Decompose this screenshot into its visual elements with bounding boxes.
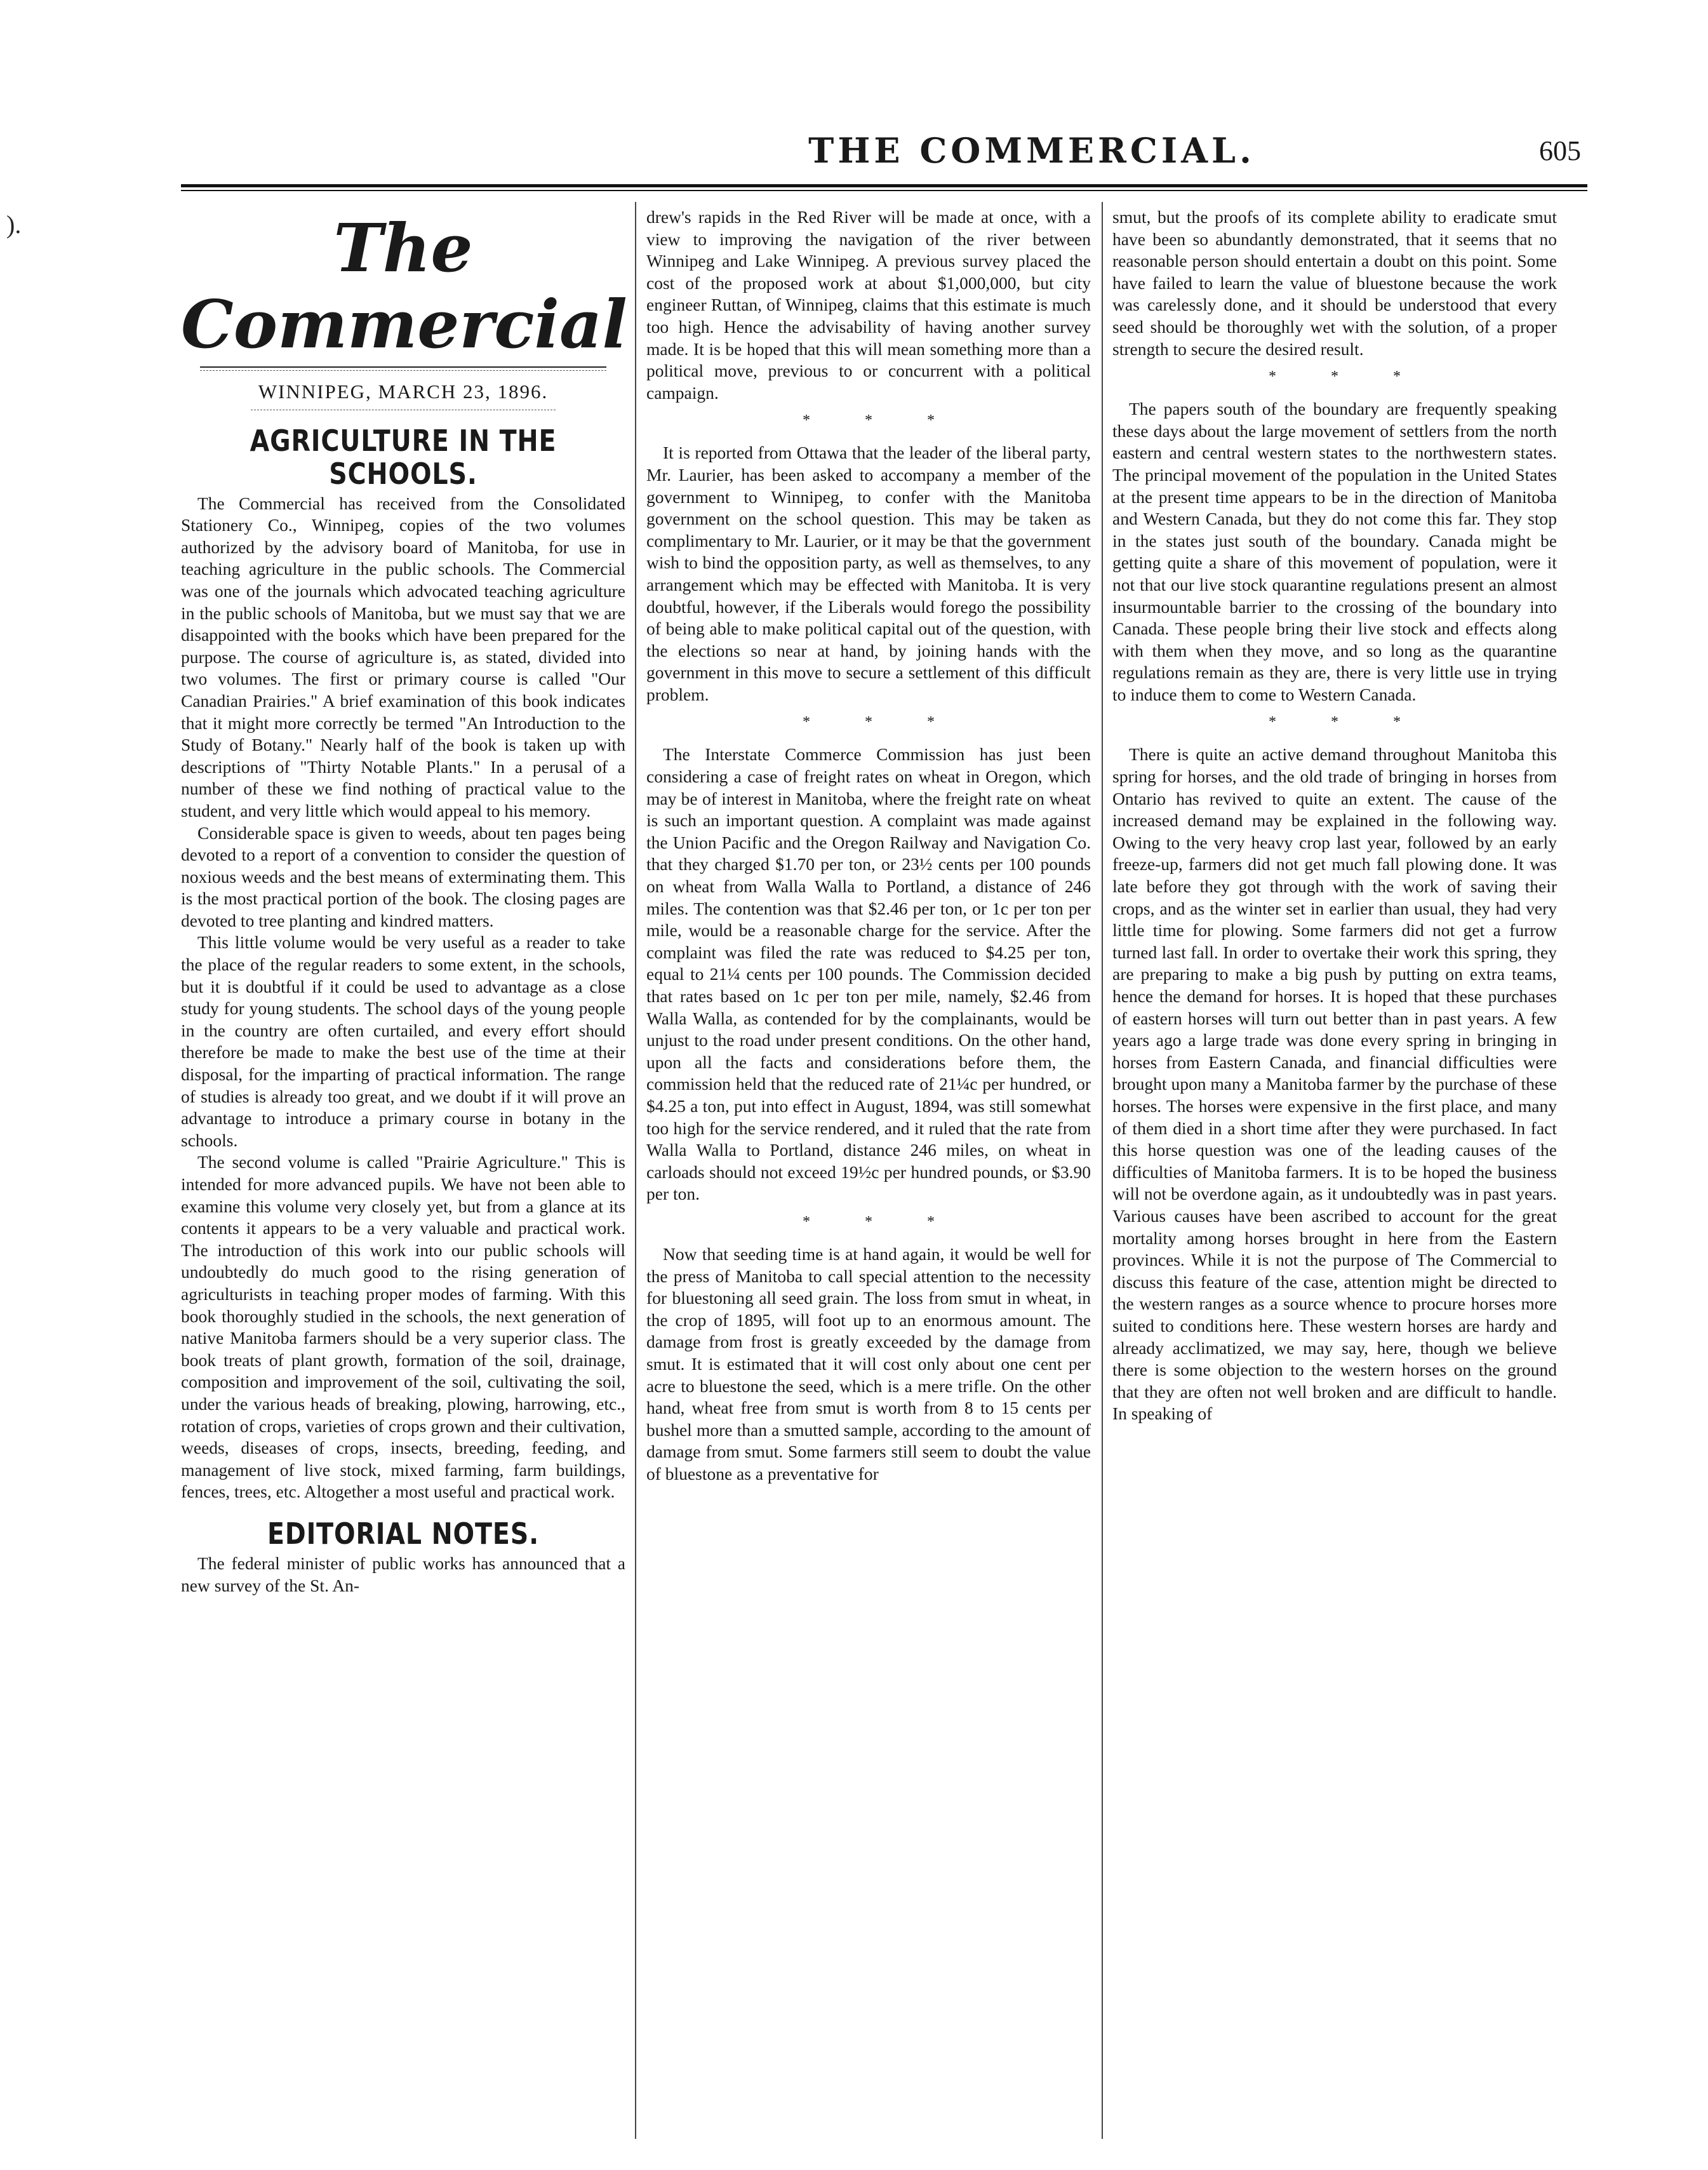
masthead-rule (200, 366, 606, 371)
page-number: 605 (1539, 135, 1581, 166)
column-rule (635, 202, 636, 2139)
dateline: WINNIPEG, MARCH 23, 1896. (258, 380, 549, 403)
separator: * * * (803, 714, 960, 731)
editorial-note: Now that seeding time is at hand again, it would be well for the press of Manitoba to call special attention to the necessity for bluestoning all seed grain. The loss from smut in wheat, in the crop of 1895, will foot up to an enormous amount. The damage from frost is greatly exceeded by the damage from smut. It is estimated that it will cost only about one cent per acre to bluestone the seed, which is a mere trifle. On the other hand, wheat free from smut is worth from 8 to 15 cents per bushel more than a smutted sample, according to the amount of damage from smut. Some farmers still seem to doubt the value of bluestone as a preventative for (646, 1243, 1091, 1484)
separator: * * * (1269, 714, 1426, 731)
editorial-intro: The federal minister of public works has announced that a new survey of the St. An- (181, 1553, 625, 1595)
column-rule (1102, 202, 1103, 2139)
header-rule (181, 184, 1587, 191)
agriculture-paragraph: This little volume would be very useful as a reader to take the place of the regular readers to some extent, in the schools, but it is doubtful if it could be used to advantage as a close study for young students. The school days of the young people in the country are often curtailed, and every effort should therefore be made to make the best use of the time at their disposal, for the imparting of practical information. The range of studies is already too great, and we doubt if it will prove an advantage to introduce a primary course in botany in the schools. (181, 932, 625, 1150)
agriculture-paragraph: The second volume is called "Prairie Agriculture." This is intended for more advanced pupils. We have not been able to examine this volume very closely yet, but from a glance at its contents it appears to be a very valuable and practical work. The introduction of this work into our public schools will undoubtedly do much good to the rising generation of agriculturists in teaching proper modes of farming. With this book thoroughly studied in the schools, the next generation of native Manitoba farmers should be a very superior class. The book treats of plant growth, formation of the soil, drainage, composition and improvement of the soil, cultivating the soil, under the various heads of breaking, plowing, harrowing, etc., rotation of crops, varieties of crops grown and their cultivation, weeds, diseases of crops, insects, breeding, feeding, and management of live stock, mixed farming, farm buildings, fences, trees, etc. Altogether a most useful and practical work. (181, 1152, 625, 1502)
column-3 (1112, 206, 1557, 1425)
column-2 (646, 206, 1091, 1485)
separator: * * * (1269, 368, 1426, 385)
editorial-intro-continued: drew's rapids in the Red River will be made at once, with a view to improving the navigation of the river between Winnipeg and Lake Winnipeg. A previous survey placed the cost of the proposed work at about $1,000,000, but city engineer Ruttan, of Winnipeg, claims that this estimate is much too high. Hence the advisability of having another survey made. It is be hoped that this will mean something more than a political move, previous to or concurrent with a political campaign. (646, 207, 1091, 403)
running-head: THE COMMERCIAL. (808, 130, 1255, 171)
separator: * * * (803, 412, 960, 429)
column-1 (181, 206, 625, 1597)
agriculture-paragraph: Considerable space is given to weeds, about ten pages being devoted to a report of a convention to consider the question of noxious weeds and the best means of exterminating them. This is the most practical portion of the book. The closing pages are devoted to tree planting and kindred matters. (181, 822, 625, 930)
editorial-note: The Interstate Commerce Commission has just been considering a case of freight rates on wheat in Oregon, which may be of interest in Manitoba, where the freight rate on wheat is such an important question. A complaint was made against the Union Pacific and the Oregon Railway and Navigation Co. that they charged $1.70 per ton, or 23½ cents per 100 pounds on wheat from Walla Walla to Portland, a distance of 246 miles. The contention was that $2.46 per ton, or 1c per ton per mile, would be a reasonable charge for the service. After the complaint was filed the rate was reduced to $4.25 per ton, equal to 21¼ cents per 100 pounds. The Commission decided that rates based on 1c per ton per mile, namely, $2.46 from Walla Walla, as contended for by the complainants, would be unjust to the road under present conditions. On the other hand, upon all the facts and considerations before them, the commission held that the reduced rate of 21¼c per hundred, or $4.25 a ton, put into effect in August, 1894, was still somewhat too high for the service rendered, and it ruled that the rate from Walla Walla to Portland, distance 246 miles, on wheat in carloads should not exceed 19½c per hundred pounds, or $3.90 per ton. (646, 744, 1091, 1204)
editorial-note: It is reported from Ottawa that the leader of the liberal party, Mr. Laurier, has been asked to accompany a member of the government to Winnipeg, to confer with the Manitoba government on the school question. This may be taken as complimentary to Mr. Laurier, or it may be that the government wish to bind the opposition party, as well as themselves, to any arrangement which may be effected with Manitoba. It is very doubtful, however, if the Liberals would forego the possibility of being able to make political capital out of the question, with the elections so near at hand, by joining hands with the government in this move to secure a settlement of this difficult problem. (646, 443, 1091, 704)
editorial-note-continued: smut, but the proofs of its complete ability to eradicate smut have been so abundantly demonstrated, that it seems that no reasonable person should entertain a doubt on this point. Some have failed to learn the value of bluestone because the work was carelessly done, and it should be understood that every seed should be thoroughly wet with the solution, of a proper strength to secure the desired result. (1112, 207, 1557, 359)
agriculture-paragraph: The Commercial has received from the Consolidated Stationery Co., Winnipeg, copies of the two volumes authorized by the advisory board of Manitoba, for use in teaching agriculture in the public schools. The Commercial was one of the journals which advocated teaching agriculture in the public schools of Manitoba, but we must say that we are disappointed with the books which have been prepared for the purpose. The course of agriculture is, as stated, divided into two volumes. The first or primary course is called "Our Canadian Prairies." A brief examination of this book indicates that it might more correctly be termed "An Introduction to the Study of Botany." Nearly half of the book is taken up with descriptions of "Thirty Notable Plants." In a perusal of a number of these we find nothing of practical value to the student, and very little which would appeal to his memory. (181, 493, 625, 820)
separator: * * * (803, 1213, 960, 1230)
masthead-title: The Commercial (181, 209, 627, 363)
editorial-note: There is quite an active demand throughout Manitoba this spring for horses, and the old trade of bringing in horses from Ontario has revived to quite an extent. The cause of the increased demand may be explained in the following way. Owing to the very heavy crop last year, followed by an early freeze-up, farmers did not get much fall plowing done. It was late before they got through with the work of saving their crops, and as the winter set in earlier than usual, they had very little time for plowing. Some farmers did not get a furrow turned last fall. In order to overtake their work this spring, they are preparing to make a big push by putting on extra teams, hence the demand for horses. It is hoped that these purchases of eastern horses will turn out better than in past years. A few years ago a large trade was done every spring in bringing in horses from Eastern Canada, and financial difficulties were brought upon many a Manitoba farmer by the purchase of these horses. The horses were expensive in the first place, and many of them died in a short time after they were purchased. In fact this horse question was one of the leading causes of the difficulties of Manitoba farmers. It is to be hoped the business will not be overdone again, as it undoubtedly was in past years. Various causes have been ascribed to account for the great mortality among horses brought in here from the Eastern provinces. While it is not the purpose of The Commercial to discuss this feature of the case, attention might be directed to the western ranges as a source whence to procure horses more suited to conditions here. These western horses are hardy and already acclimatized, we may say, here, though we believe there is some objection to the western horses on the ground that they are often not well broken and are difficult to handle. In speaking of (1112, 744, 1557, 1424)
margin-mark: ). (6, 210, 22, 239)
editorial-note: The papers south of the boundary are frequently speaking these days about the large movement of settlers from the north eastern and central western states to the northwestern states. The principal movement of the population in the United States at the present time appears to be in the direction of Manitoba and Western Canada, but they do not come this far. They stop in the states just south of the boundary. Canada might be getting quite a share of this movement of population, were it not that our live stock quarantine regulations present an almost insurmountable barrier to the crossing of the boundary into Canada. These people bring their live stock and effects along with them when they move, and so long as the quarantine regulations remain as they are, there is very little use in trying to induce them to come to Western Canada. (1112, 399, 1557, 704)
agriculture-heading: AGRICULTURE IN THE SCHOOLS. (250, 423, 557, 491)
editorial-heading: EDITORIAL NOTES. (267, 1516, 540, 1551)
